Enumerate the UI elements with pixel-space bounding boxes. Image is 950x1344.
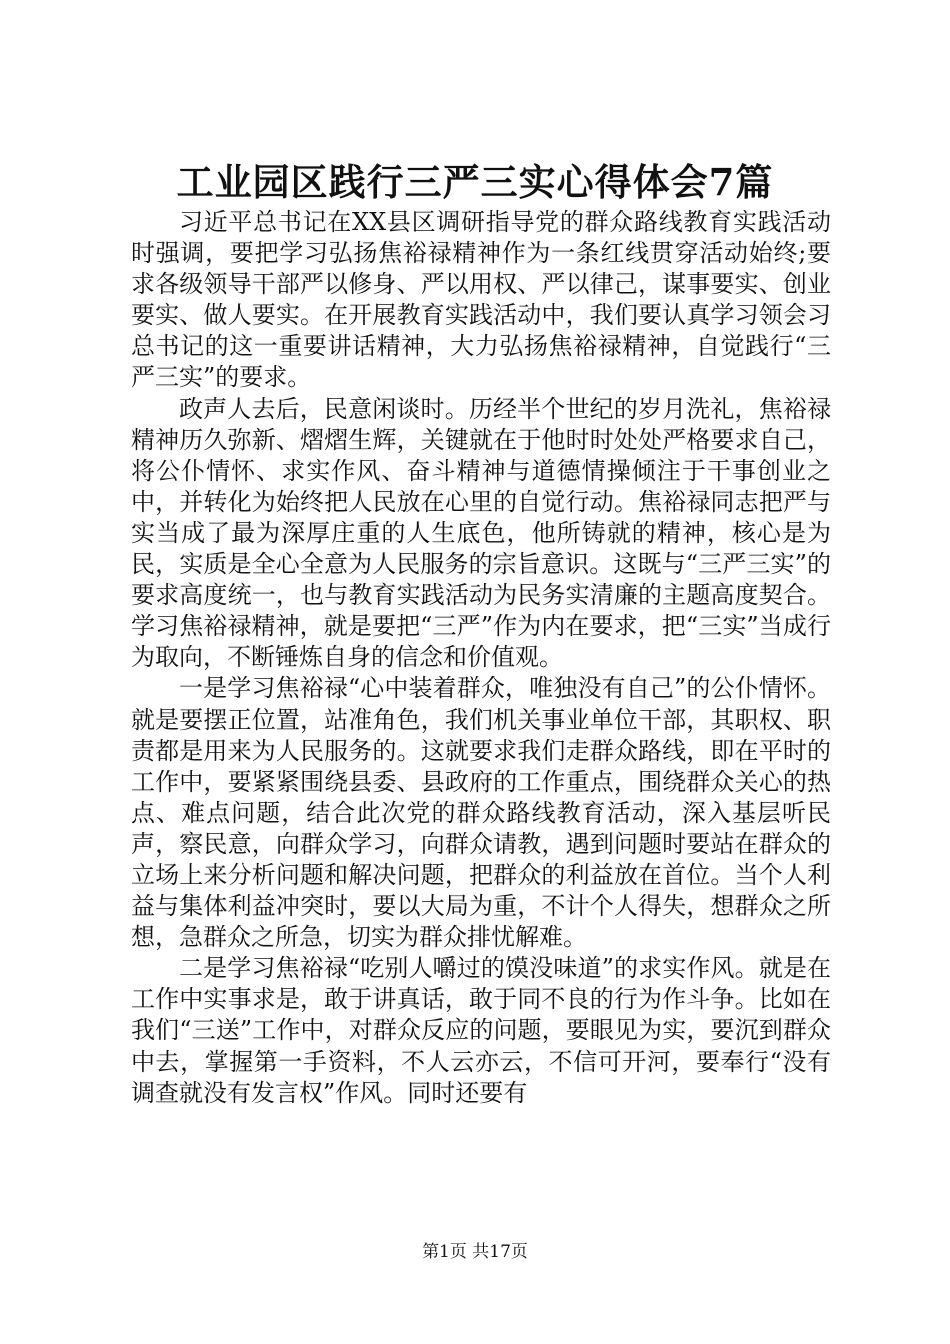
paragraph: 二是学习焦裕禄“吃别人嚼过的馍没味道”的求实作风。就是在工作中实事求是，敢于讲真话，敢于同不良的行为作斗争。比如在我们“三送”工作中，对群众反应的问题，要眼见为实，要沉到群众中去，掌握第一手资料，不人云亦云，不信可开河，要奉行“没有调查就没有发言权”作风。同时还要有 [131,954,831,1107]
document-body [131,207,831,1109]
page-number: 第1页 共17页 [422,1242,528,1262]
paragraph: 政声人去后，民意闲谈时。历经半个世纪的岁月洗礼，焦裕禄精神历久弥新、熠熠生辉，关键就在于他时时处处严格要求自己，将公仆情怀、求实作风、奋斗精神与道德情操倾注于干事创业之中，并转化为始终把人民放在心里的自觉行动。焦裕禄同志把严与实当成了最为深厚庄重的人生底色，他所铸就的精神，核心是为民，实质是全心全意为人民服务的宗旨意识。这既与“三严三实”的要求高度统一，也与教育实践活动为民务实清廉的主题高度契合。学习焦裕禄精神，就是要把“三严”作为内在要求，把“三实”当成行为取向，不断锤炼自身的信念和价值观。 [131,394,831,672]
paragraph: 一是学习焦裕禄“心中装着群众，唯独没有自己”的公仆情怀。就是要摆正位置，站准角色，我们机关事业单位干部，其职权、职责都是用来为人民服务的。这就要求我们走群众路线，即在平时的工作中，要紧紧围绕县委、县政府的工作重点，围绕群众关心的热点、难点问题，结合此次党的群众路线教育活动，深入基层听民声，察民意，向群众学习，向群众请教，遇到问题时要站在群众的立场上来分析问题和解决问题，把群众的利益放在首位。当个人利益与集体利益冲突时，要以大局为重，不计个人得失，想群众之所想，急群众之所急，切实为群众排忧解难。 [131,674,831,952]
paragraph: 习近平总书记在XX县区调研指导党的群众路线教育实践活动时强调，要把学习弘扬焦裕禄精神作为一条红线贯穿活动始终;要求各级领导干部严以修身、严以用权、严以律己，谋事要实、创业要实、做人要实。在开展教育实践活动中，我们要认真学习领会习总书记的这一重要讲话精神，大力弘扬焦裕禄精神，自觉践行“三严三实”的要求。 [131,208,831,392]
document-title: 工业园区践行三严三实心得体会7篇 [176,160,774,204]
